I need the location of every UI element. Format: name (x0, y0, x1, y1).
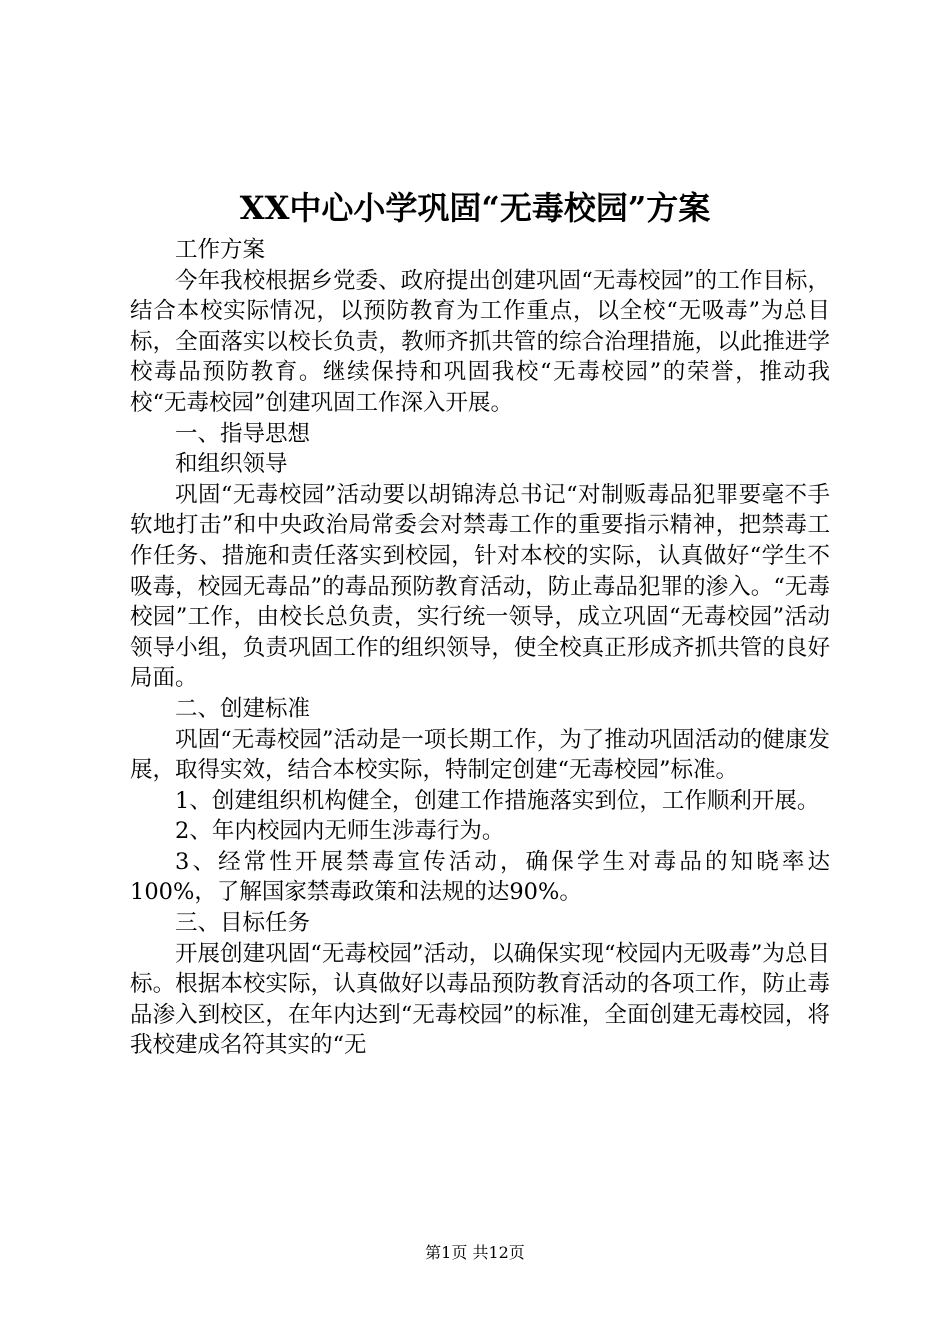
standard-item-1: 1、创建组织机构健全，创建工作措施落实到位，工作顺利开展。 (175, 787, 820, 814)
paragraph-intro: 今年我校根据乡党委、政府提出创建巩固“无毒校园”的工作目标，结合本校实际情况，以预防教育为工作重点，以全校“无吸毒”为总目标，全面落实以校长负责，教师齐抓共管的综合治理措施，以此推进学校毒品预防教育。继续保持和巩固我校“无毒校园”的荣誉，推动我校“无毒校园”创建巩固工作深入开展。 (130, 267, 830, 416)
paragraph-goals: 开展创建巩固“无毒校园”活动，以确保实现“校园内无吸毒”为总目标。根据本校实际，认真做好以毒品预防教育活动的各项工作，防止毒品渗入到校区，在年内达到“无毒校园”的标准，全面创建无毒校园，将我校建成名符其实的“无 (130, 940, 830, 1059)
paragraph-work-plan-label: 工作方案 (175, 237, 266, 263)
section-heading-guiding-ideology: 一、指导思想 (175, 420, 311, 447)
page-number-footer: 第1页 共12页 (425, 1243, 525, 1262)
section-heading-goals: 三、目标任务 (175, 910, 311, 937)
section-heading-organization: 和组织领导 (175, 451, 288, 478)
paragraph-guiding-ideology: 巩固“无毒校园”活动要以胡锦涛总书记“对制贩毒品犯罪要毫不手软地打击”和中央政治局常委会对禁毒工作的重要指示精神，把禁毒工作任务、措施和责任落实到校园，针对本校的实际，认真做好“学生不吸毒，校园无毒品”的毒品预防教育活动，防止毒品犯罪的渗入。“无毒校园”工作，由校长总负责，实行统一领导，成立巩固“无毒校园”活动领导小组，负责巩固工作的组织领导，使全校真正形成齐抓共管的良好局面。 (130, 481, 830, 692)
standard-item-3: 3、经常性开展禁毒宣传活动，确保学生对毒品的知晓率达100%，了解国家禁毒政策和法规的达90%。 (130, 848, 830, 906)
document-title: XX中心小学巩固“无毒校园”方案 (239, 189, 711, 227)
document-body (130, 235, 830, 1061)
section-heading-standards: 二、创建标准 (175, 695, 311, 722)
paragraph-standards-intro: 巩固“无毒校园”活动是一项长期工作，为了推动巩固活动的健康发展，取得实效，结合本校实际，特制定创建“无毒校园”标准。 (130, 726, 830, 784)
standard-item-2: 2、年内校园内无师生涉毒行为。 (175, 818, 505, 845)
